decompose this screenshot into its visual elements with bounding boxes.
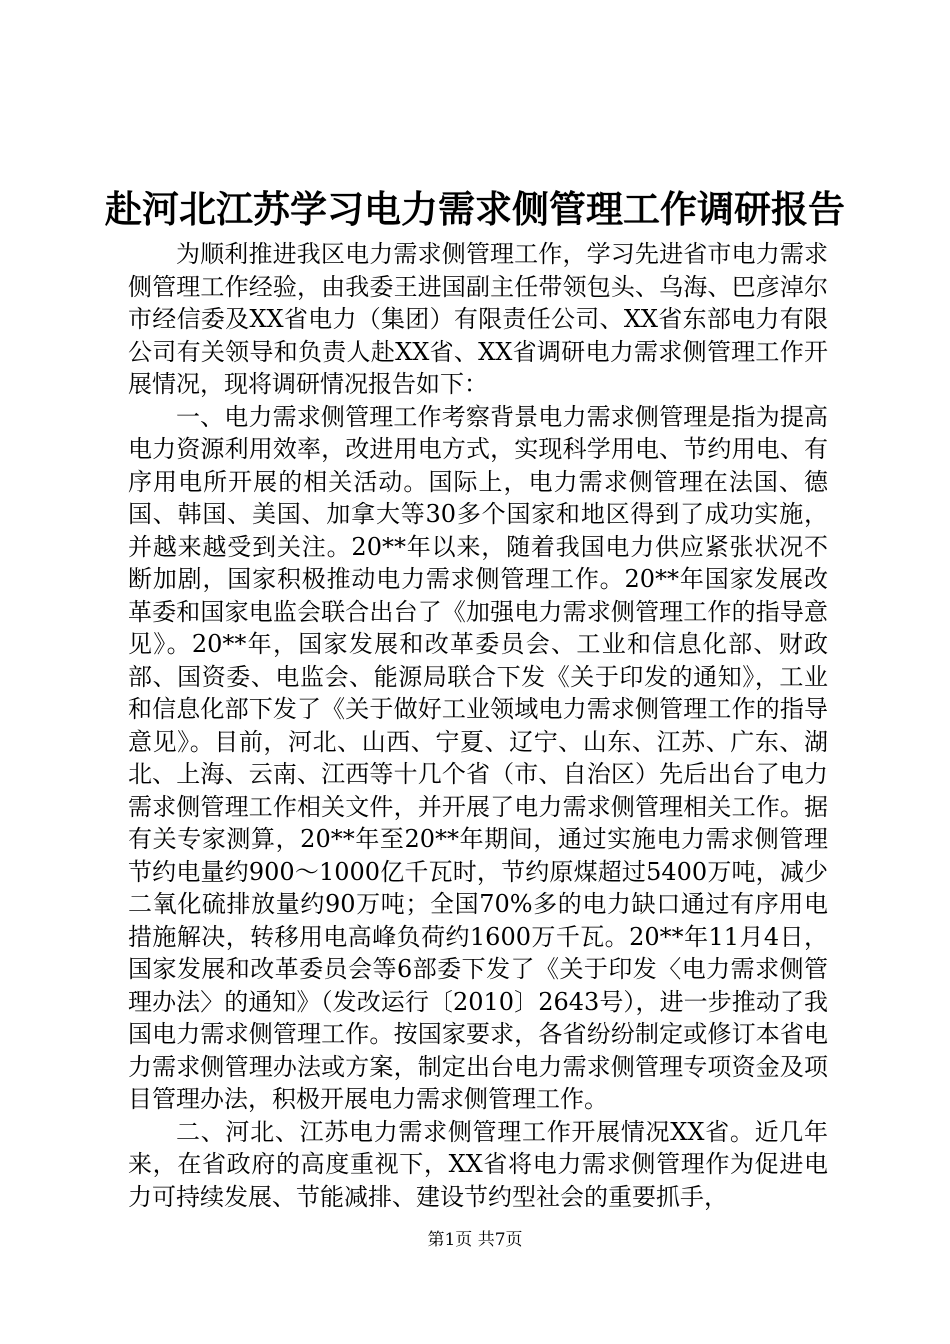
- document-body: [128, 238, 828, 1213]
- page-footer: 第1页 共7页: [427, 1230, 523, 1250]
- paragraph-intro: 为顺利推进我区电力需求侧管理工作，学习先进省市电力需求侧管理工作经验，由我委王进国副主任带领包头、乌海、巴彦淖尔市经信委及XX省电力（集团）有限责任公司、XX省东部电力有限公司有关领导和负责人赴XX省、XX省调研电力需求侧管理工作开展情况，现将调研情况报告如下：: [128, 240, 828, 398]
- paragraph-section-2: 二、河北、江苏电力需求侧管理工作开展情况XX省。近几年来，在省政府的高度重视下，XX省将电力需求侧管理作为促进电力可持续发展、节能减排、建设节约型社会的重要抓手，: [128, 1117, 828, 1211]
- document-title: 赴河北江苏学习电力需求侧管理工作调研报告: [105, 187, 845, 231]
- paragraph-section-1: 一、电力需求侧管理工作考察背景电力需求侧管理是指为提高电力资源利用效率，改进用电方式，实现科学用电、节约用电、有序用电所开展的相关活动。国际上，电力需求侧管理在法国、德国、韩国、美国、加拿大等30多个国家和地区得到了成功实施，并越来越受到关注。20**年以来，随着我国电力供应紧张状况不断加剧，国家积极推动电力需求侧管理工作。20**年国家发展改革委和国家电监会联合出台了《加强电力需求侧管理工作的指导意见》。20**年，国家发展和改革委员会、工业和信息化部、财政部、国资委、电监会、能源局联合下发《关于印发的通知》，工业和信息化部下发了《关于做好工业领域电力需求侧管理工作的指导意见》。目前，河北、山西、宁夏、辽宁、山东、江苏、广东、湖北、上海、云南、江西等十几个省（市、自治区）先后出台了电力需求侧管理工作相关文件，并开展了电力需求侧管理相关工作。据有关专家测算，20**年至20**年期间，通过实施电力需求侧管理节约电量约900～1000亿千瓦时，节约原煤超过5400万吨，减少二氧化硫排放量约90万吨；全国70%多的电力缺口通过有序用电措施解决，转移用电高峰负荷约1600万千瓦。20**年11月4日，国家发展和改革委员会等6部委下发了《关于印发〈电力需求侧管理办法〉的通知》（发改运行〔2010〕2643号），进一步推动了我国电力需求侧管理工作。按国家要求，各省纷纷制定或修订本省电力需求侧管理办法或方案，制定出台电力需求侧管理专项资金及项目管理办法，积极开展电力需求侧管理工作。: [128, 402, 828, 1113]
